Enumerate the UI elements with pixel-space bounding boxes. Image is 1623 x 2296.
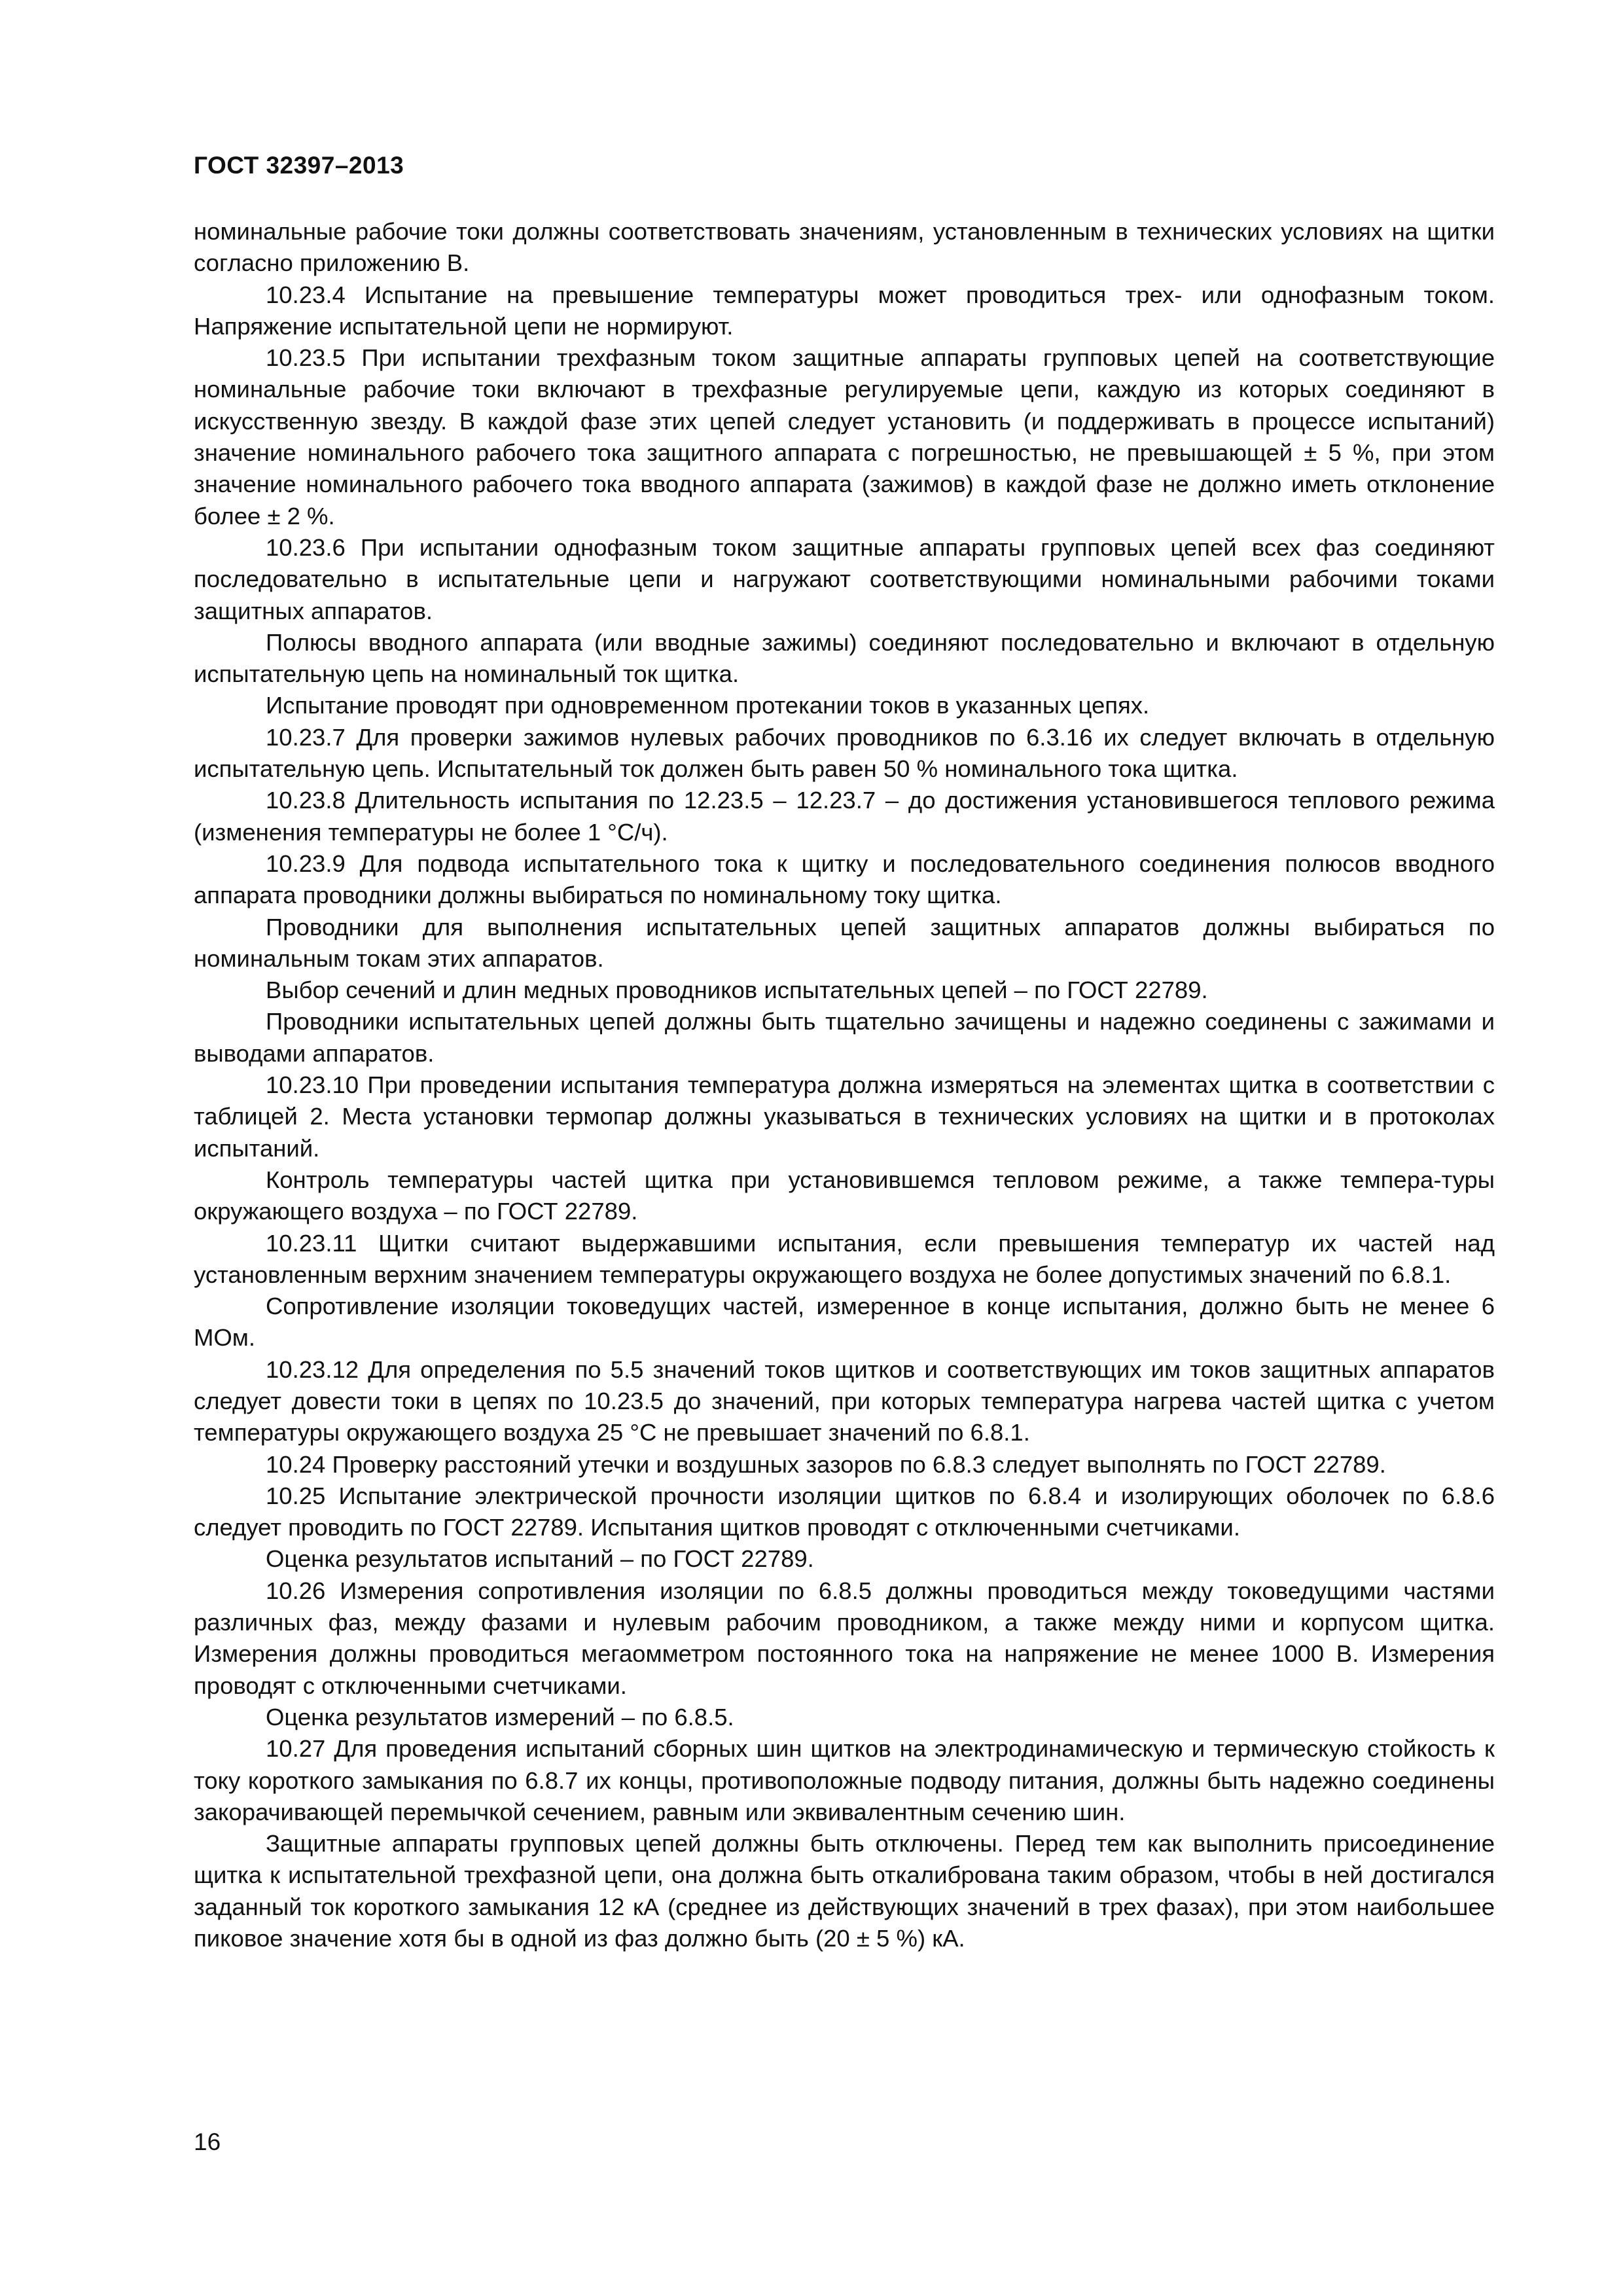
paragraph: 10.23.5 При испытании трехфазным током защитные аппараты групповых цепей на соответствующие номинальные рабочие токи включают в трехфазные регулируемые цепи, каждую из которых соединяют в искусственную звезду. В каждой фазе этих цепей следует установить (и поддерживать в процессе испытаний) значение номинального рабочего тока защитного аппарата с погрешностью, не превышающей ± 5 %, при этом значение номинального рабочего тока вводного аппарата (зажимов) в каждой фазе не должно иметь отклонение более ± 2 %. xyxy=(194,344,1495,529)
paragraph: 10.23.8 Длительность испытания по 12.23.5 – 12.23.7 – до достижения установившегося теплового режима (изменения температуры не более 1 °С/ч). xyxy=(194,787,1495,846)
paragraph: Проводники для выполнения испытательных цепей защитных аппаратов должны выбираться по номинальным токам этих аппаратов. xyxy=(194,913,1495,972)
paragraph: 10.23.4 Испытание на превышение температуры может проводиться трех- или однофазным током. Напряжение испытательной цепи не нормируют. xyxy=(194,281,1495,340)
paragraph: 10.23.11 Щитки считают выдержавшими испытания, если превышения температур их частей над установленным верхним значением температуры окружающего воздуха не более допустимых значений по 6.8.1. xyxy=(194,1229,1495,1288)
paragraph: 10.25 Испытание электрической прочности изоляции щитков по 6.8.4 и изолирующих оболочек по 6.8.6 следует проводить по ГОСТ 22789. Испытания щитков проводят с отключенными счетчиками. xyxy=(194,1482,1495,1541)
paragraph: 10.23.6 При испытании однофазным током защитные аппараты групповых цепей всех фаз соединяют последовательно в испытательные цепи и нагружают соответствующими номинальными рабочими токами защитных аппаратов. xyxy=(194,533,1495,624)
paragraph: Проводники испытательных цепей должны быть тщательно зачищены и надежно соединены с зажимами и выводами аппаратов. xyxy=(194,1008,1495,1067)
paragraph: номинальные рабочие токи должны соответствовать значениям, установленным в технических условиях на щитки согласно приложению В. xyxy=(194,218,1495,277)
page-number: 16 xyxy=(194,2128,221,2155)
paragraph: 10.23.7 Для проверки зажимов нулевых рабочих проводников по 6.3.16 их следует включать в отдельную испытательную цепь. Испытательный ток должен быть равен 50 % номинального тока щитка. xyxy=(194,723,1495,783)
paragraph: Полюсы вводного аппарата (или вводные зажимы) соединяют последовательно и включают в отдельную испытательную цепь на номинальный ток щитка. xyxy=(194,628,1495,688)
paragraph: Защитные аппараты групповых цепей должны быть отключены. Перед тем как выполнить присоединение щитка к испытательной трехфазной цепи, она должна быть откалибрована таким образом, чтобы в ней достигался заданный ток короткого замыкания 12 кА (среднее из действующих значений в трех фазах), при этом наибольшее пиковое значение хотя бы в одной из фаз должно быть (20 ± 5 %) кА. xyxy=(194,1830,1495,1952)
paragraph: Контроль температуры частей щитка при установившемся тепловом режиме, а также темпера-туры окружающего воздуха – по ГОСТ 22789. xyxy=(194,1166,1495,1225)
paragraph: 10.23.9 Для подвода испытательного тока к щитку и последовательного соединения полюсов вводного аппарата проводники должны выбираться по номинальному току щитка. xyxy=(194,850,1495,909)
paragraph: 10.26 Измерения сопротивления изоляции по 6.8.5 должны проводиться между токоведущими частями различных фаз, между фазами и нулевым рабочим проводником, а также между ними и корпусом щитка. Измерения должны проводиться мегаомметром постоянного тока на напряжение не менее 1000 В. Измерения проводят с отключенными счетчиками. xyxy=(194,1577,1495,1699)
paragraph: Сопротивление изоляции токоведущих частей, измеренное в конце испытания, должно быть не менее 6 МОм. xyxy=(194,1293,1495,1352)
paragraph: 10.24 Проверку расстояний утечки и воздушных зазоров по 6.8.3 следует выполнять по ГОСТ 22789. xyxy=(266,1450,1386,1478)
paragraph: Оценка результатов испытаний – по ГОСТ 22789. xyxy=(266,1545,814,1573)
paragraph: 10.23.10 При проведении испытания температура должна измеряться на элементах щитка в соответствии с таблицей 2. Места установки термопар должны указываться в технических условиях на щитки и в протоколах испытаний. xyxy=(194,1071,1495,1162)
paragraph: Испытание проводят при одновременном протекании токов в указанных цепях. xyxy=(266,692,1150,719)
document-body xyxy=(194,216,1495,1954)
paragraph: 10.23.12 Для определения по 5.5 значений токов щитков и соответствующих им токов защитных аппаратов следует довести токи в цепях по 10.23.5 до значений, при которых температура нагрева частей щитка с учетом температуры окружающего воздуха 25 °С не превышает значений по 6.8.1. xyxy=(194,1355,1495,1446)
document-header: ГОСТ 32397–2013 xyxy=(194,152,404,179)
paragraph: 10.27 Для проведения испытаний сборных шин щитков на электродинамическую и термическую стойкость к току короткого замыкания по 6.8.7 их концы, противоположные подводу питания, должны быть надежно соединены закорачивающей перемычкой сечением, равным или эквивалентным сечению шин. xyxy=(194,1735,1495,1825)
paragraph: Оценка результатов измерений – по 6.8.5. xyxy=(266,1703,734,1731)
paragraph: Выбор сечений и длин медных проводников испытательных цепей – по ГОСТ 22789. xyxy=(266,977,1208,1004)
